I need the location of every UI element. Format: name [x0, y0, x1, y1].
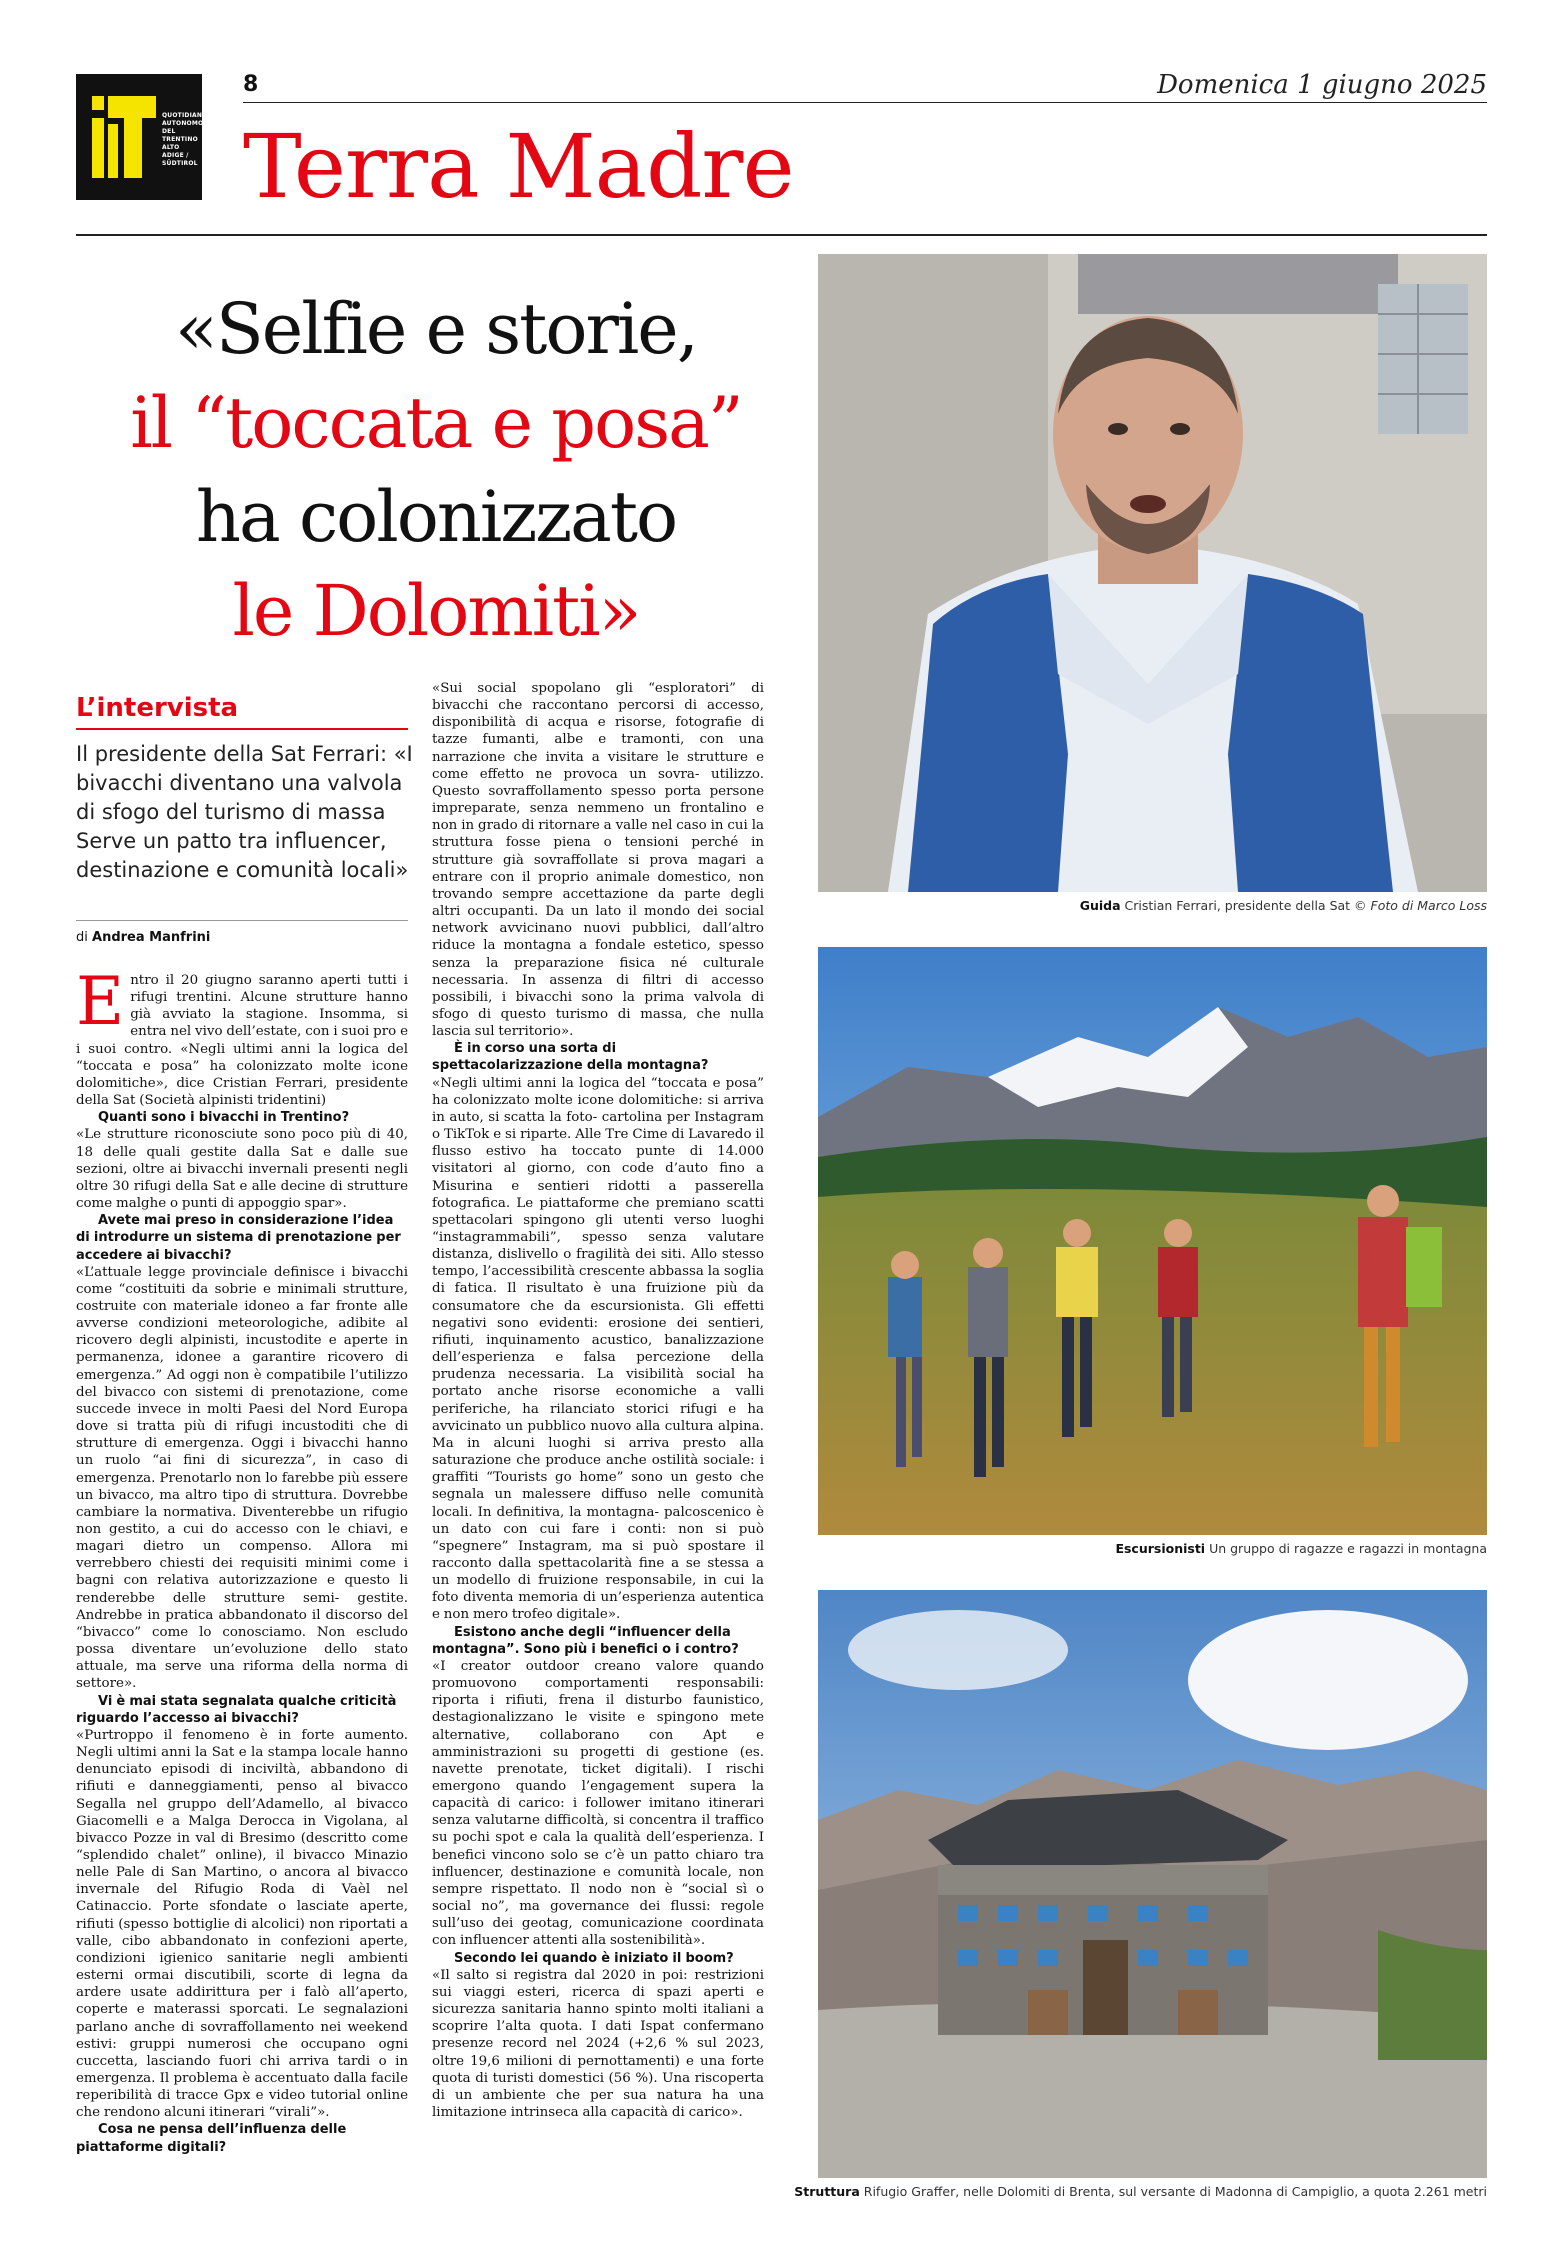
byline [76, 930, 210, 945]
interview-question: Secondo lei quando è iniziato il boom? [454, 1950, 734, 1966]
logo-subtitle: QUOTIDIANO AUTONOMO DEL TRENTINO ALTO ADIGE / SÜDTIROL [162, 112, 208, 167]
author-name: Andrea Manfrini [92, 930, 211, 945]
kicker: L’intervista [76, 693, 239, 723]
interview-question: Avete mai preso in considerazione l’idea di introdurre un sistema di prenotazione per accedere ai bivacchi? [76, 1213, 401, 1263]
article-paragraph: «Il salto si registra dal 2020 in poi: restrizioni sui viaggi esteri, ricerca di spazi aperti e sicurezza sanitaria hanno spinto molti italiani a scoprire l’alta quota. I dati Ispat confermano presenze record nel 2024 (+2,6 % sul 2023, oltre 19,6 milioni di pernottamenti) e una forte quota di turisti domestici (56 %). Una riscoperta di un ambiente che per sua natura ha una limitazione intrinseca alla capacità di carico». [432, 1967, 764, 2120]
hikers-photo [818, 947, 1487, 1535]
article-paragraph: «I creator outdoor creano valore quando promuovono comportamenti responsabili: riporta i rifiuti, frena il disturbo faunistico, destagionalizzano le visite e spingono mete alternative, collaborano con Apt e amministrazioni su progetti di gestione (es. navette prenotate, ticket digitali). I rischi emergono quando l’engagement supera la capacità di carico: i follower imitano itinerari senza valutarne difficoltà, si concentra il traffico su pochi spot e cala la qualità dell’esperienza. I benefici vincono solo se c’è un patto chiaro tra influencer, destinazione e comunità locale, non sempre rispettato. Il nodo non è “social sì o social no”, ma governance dei flussi: regole sull’uso dei geotag, comunicazione coordinata con influencer attenti alla sostenibilità». [432, 1658, 764, 1949]
article-paragraph: «Le strutture riconosciute sono poco più di 40, 18 delle quali gestite dalla Sat e dalle sue sezioni, oltre ai bivacchi invernali presenti negli oltre 30 rifugi della Sat e alle decine di strutture come malghe o punti di appoggio spar». [76, 1127, 408, 1212]
headline-line-1: «Selfie e storie, [175, 288, 697, 370]
headline-line-2: il “toccata e posa” [130, 382, 742, 464]
caption-label: Guida [1079, 898, 1121, 913]
kicker-rule [76, 728, 408, 730]
headline [76, 282, 796, 658]
newspaper-logo [76, 74, 208, 200]
caption-label: Struttura [794, 2184, 860, 2199]
photo-credit: Foto di Marco Loss [1370, 898, 1487, 913]
caption-label: Escursionisti [1115, 1541, 1206, 1556]
caption-text: Rifugio Graffer, nelle Dolomiti di Brenta, sul versante di Madonna di Campiglio, a quota 2.261 metri [863, 2184, 1487, 2199]
photo-caption [1080, 898, 1487, 913]
caption-text: Cristian Ferrari, presidente della Sat © [1124, 898, 1367, 913]
interview-question: Quanti sono i bivacchi in Trentino? [98, 1110, 350, 1126]
photo-caption [1115, 1541, 1487, 1556]
headline-line-4: le Dolomiti» [232, 570, 640, 652]
article-column-1 [76, 963, 408, 2156]
article-paragraph: «L’attuale legge provinciale definisce i bivacchi come “costituiti da sobrie e minimali strutture, costruite con materiale idoneo a far fronte alle avverse condizioni meteorologiche, adibite al ricovero degli alpinisti, incustodite e aperte in permanenza, idonee a garantire ricovero di emergenza.” Ad oggi non è compatibile l’utilizzo del bivacco con sistemi di prenotazione, come succede invece in molti Paesi del Nord Europa dove si tratta più di rifugi incustoditi che di strutture di emergenza. Oggi i bivacchi hanno un ruolo “ai fini di sicurezza”, in caso di emergenza. Prenotarlo non lo farebbe più essere un bivacco, ma altro tipo di struttura. Dovrebbe cambiare la normativa. Diventerebbe un rifugio non gestito, a cui do accesso con le chiavi, e magari dietro un compenso. Allora mi verrebbero chiesti dei requisiti minimi come i bagni con relativa autorizzazione e questo li renderebbe delle strutture semi- gestite. Andrebbe in pratica abbandonato il discorso del “bivacco” come lo conosciamo. Non escludo possa diventare un’evoluzione dello stato attuale, ma serve una riforma della norma di settore». [76, 1264, 408, 1692]
refuge-photo [818, 1590, 1487, 2178]
logo-mark [86, 88, 158, 184]
interview-question: È in corso una sorta di spettacolarizzazione della montagna? [432, 1041, 709, 1074]
interview-question: Esistono anche degli “influencer della montagna”. Sono più i benefici o i contro? [432, 1624, 739, 1657]
header-rule [243, 102, 1487, 103]
section-rule [76, 234, 1487, 236]
interview-question: Vi è mai stata segnalata qualche criticità riguardo l’accesso ai bivacchi? [76, 1693, 397, 1726]
portrait-illustration [818, 254, 1487, 892]
byline-prefix: di [76, 930, 88, 945]
article-paragraph: «Negli ultimi anni la logica del “toccata e posa” ha colonizzato molte icone dolomitiche: si arriva in auto, si scatta la foto- cartolina per Instagram o TikTok e si riparte. Alle Tre Cime di Lavaredo il flusso estivo ha toccato punte di 14.000 visitatori al giorno, con code d’auto fino a Misurina e sentieri ridotti a passerella fotografica. Le piattaforme che premiano scatti spettacolari spingono gli utenti verso luoghi “instagrammabili”, spesso senza valutare distanza, dislivello o fragilità dei siti. Allo stesso tempo, l’accessibilità crescente abbassa la soglia di fatica. Il risultato è una fruizione più da consumatore che da escursionista. Gli effetti negativi sono evidenti: erosione dei sentieri, rifiuti, inquinamento acustico, banalizzazione dell’esperienza e falsa percezione della prudenza necessaria. La visibilità social ha portato anche risorse economiche a valli periferiche, ha rilanciato storici rifugi e ha avvicinato un pubblico nuovo alla cultura alpina. Ma in alcuni luoghi si arriva presto alla saturazione che produce anche ostilità sociale: i graffiti “Tourists go home” sono un gesto che segnala un malessere diffuso nelle comunità locali. In definitiva, la montagna- palcoscenico è un dato con cui fare i conti: non si può “spegnere” Instagram, ma si può spostare il racconto dalla spettacolarità fine a se stessa a un modello di fruizione responsabile, in cui la foto diventa memoria di un’esperienza autentica e non mero trofeo digitale». [432, 1075, 764, 1623]
interview-question: Cosa ne pensa dell’influenza delle piattaforme digitali? [76, 2122, 347, 2155]
issue-date: Domenica 1 giugno 2025 [1157, 70, 1487, 100]
headline-line-3: ha colonizzato [195, 476, 677, 558]
byline-rule [76, 920, 408, 921]
article-paragraph: ntro il 20 giugno saranno aperti tutti i rifugi trentini. Alcune strutture hanno già avviato la stagione. Insomma, si entra nel vivo dell’estate, con i suoi pro e i suoi contro. «Negli ultimi anni la logica del “toccata e posa” ha colonizzato molte icone dolomitiche», dice Cristian Ferrari, presidente della Sat (Società alpinisti tridentini) [76, 973, 408, 1109]
photo-caption [794, 2184, 1487, 2199]
article-paragraph: «Sui social spopolano gli “esploratori” di bivacchi che raccontano percorsi di accesso, disponibilità di acqua e risorse, fotografie di tazze fumanti, albe e tramonti, con una narrazione che invita a visitare le strutture e come effetto ne provoca un sovra- utilizzo. Questo sovraffollamento spesso porta persone impreparate, senza nemmeno un frontalino e non in grado di ritornare a valle nel caso in cui la struttura fosse piena o tensioni perché in strutture già sovraffollate si prova magari a entrare con il proprio animale domestico, non trovando sempre accettazione da parte degli altri occupanti. Da un lato il mondo dei social network avvicinano nuovi pubblici, dall’altro riduce la montagna a fondale estetico, spesso senza la preparazione fisica né culturale necessaria. In assenza di filtri di accesso possibili, i bivacchi sono la prima valvola di sfogo di questo turismo di massa, che nulla lascia sul territorio». [432, 681, 764, 1040]
portrait-photo [818, 254, 1487, 892]
article-column-2 [432, 680, 764, 2121]
caption-text: Un gruppo di ragazze e ragazzi in montagna [1209, 1541, 1487, 1556]
section-title: Terra Madre [243, 115, 794, 218]
drop-cap: E [76, 963, 125, 1040]
standfirst: Il presidente della Sat Ferrari: «I bivacchi diventano una valvola di sfogo del turismo di massa Serve un patto tra influencer, destinazione e comunità locali» [76, 742, 413, 882]
hikers-illustration [818, 947, 1487, 1535]
article-paragraph: «Purtroppo il fenomeno è in forte aumento. Negli ultimi anni la Sat e la stampa locale hanno denunciato episodi di inciviltà, abbandono di rifiuti e danneggiamenti, penso al bivacco Segalla nel gruppo dell’Adamello, al bivacco Giacomelli e a Malga Derocca in Vigolana, al bivacco Pozze in val di Bresimo (descritto come “splendido chalet” online), il bivacco Minazio nelle Pale di San Martino, o ancora al bivacco invernale del Rifugio Roda di Vaèl nel Catinaccio. Porte sfondate o lasciate aperte, rifiuti (spesso bottiglie di alcolici) non riportati a valle, cibo abbandonato in confezioni aperte, condizioni igienico sanitarie negli ambienti esterni ormai discutibili, scorte di legna da ardere usate addirittura per i falò all’aperto, coperte e materassi sporcati. Le segnalazioni parlano anche di sovraffollamento nei weekend estivi: gruppi numerosi che occupano ogni cuccetta, lasciando fuori chi arriva tardi o in emergenza. Il problema è accentuato dalla facile reperibilità di tracce Gpx e video tutorial online che rendono alcuni itinerari “virali”». [76, 1727, 408, 2121]
page-number: 8 [243, 72, 259, 97]
refuge-illustration [818, 1590, 1487, 2178]
